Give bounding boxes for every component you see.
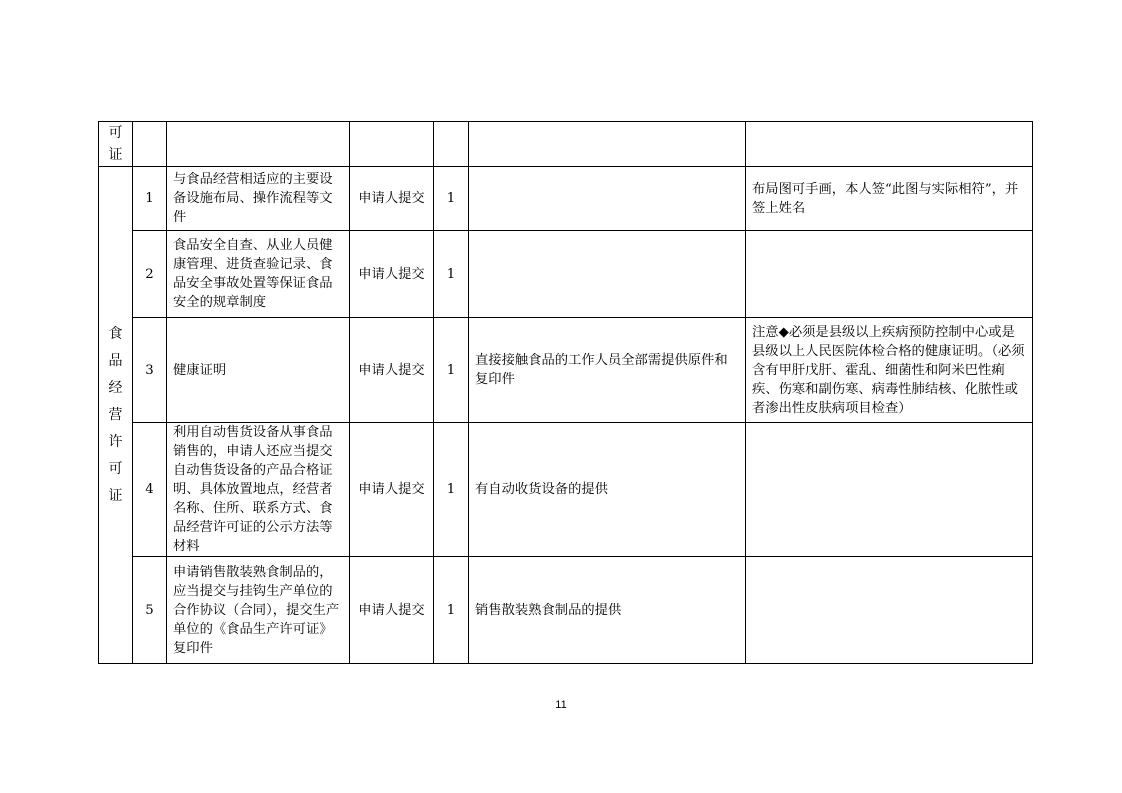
material-cell: 健康证明 — [167, 318, 350, 423]
source-cell: 申请人提交 — [350, 423, 434, 557]
copies-cell: 1 — [434, 557, 469, 664]
requirement-cell — [469, 231, 746, 318]
table-row — [99, 423, 1033, 557]
requirements-table — [98, 121, 1033, 664]
row-number: 3 — [133, 318, 167, 423]
source-cell: 申请人提交 — [350, 557, 434, 664]
notes-cell — [746, 423, 1033, 557]
row-number: 1 — [133, 167, 167, 231]
table-row — [99, 557, 1033, 664]
row-number: 5 — [133, 557, 167, 664]
notes-cell: 布局图可手画，本人签“此图与实际相符”，并签上姓名 — [746, 167, 1033, 231]
table-row — [99, 231, 1033, 318]
copies-cell: 1 — [434, 423, 469, 557]
requirement-cell: 直接接触食品的工作人员全部需提供原件和复印件 — [469, 318, 746, 423]
material-cell: 与食品经营相适应的主要设备设施布局、操作流程等文件 — [167, 167, 350, 231]
source-cell: 申请人提交 — [350, 167, 434, 231]
copies-cell: 1 — [434, 231, 469, 318]
copies-cell: 1 — [434, 167, 469, 231]
page-number: 11 — [555, 699, 567, 711]
notes-cell — [746, 557, 1033, 664]
requirement-cell: 销售散装熟食制品的提供 — [469, 557, 746, 664]
material-cell: 申请销售散装熟食制品的，应当提交与挂钩生产单位的合作协议（合同），提交生产单位的《食品生产许可证》复印件 — [167, 557, 350, 664]
table-row — [99, 318, 1033, 423]
source-cell: 申请人提交 — [350, 231, 434, 318]
category-cell: 食品经营许可证 — [99, 167, 133, 664]
requirement-cell: 有自动收货设备的提供 — [469, 423, 746, 557]
material-cell: 食品安全自查、从业人员健康管理、进货查验记录、食品安全事故处置等保证食品安全的规章制度 — [167, 231, 350, 318]
requirement-cell — [469, 167, 746, 231]
copies-cell: 1 — [434, 318, 469, 423]
notes-cell — [746, 231, 1033, 318]
table-row — [99, 167, 1033, 231]
notes-cell: 注意◆必须是县级以上疾病预防控制中心或是县级以上人民医院体检合格的健康证明。（必须含有甲肝戊肝、霍乱、细菌性和阿米巴性痢疾、伤寒和副伤寒、病毒性肺结核、化脓性或者渗出性皮肤病项目检查） — [746, 318, 1033, 423]
material-cell: 利用自动售货设备从事食品销售的，申请人还应当提交自动售货设备的产品合格证明、具体放置地点，经营者名称、住所、联系方式、食品经营许可证的公示方法等材料 — [167, 423, 350, 557]
row-number: 2 — [133, 231, 167, 318]
source-cell: 申请人提交 — [350, 318, 434, 423]
row-number: 4 — [133, 423, 167, 557]
category-cell-fragment: 可证 — [99, 122, 133, 167]
table-row-continued — [99, 122, 1033, 167]
